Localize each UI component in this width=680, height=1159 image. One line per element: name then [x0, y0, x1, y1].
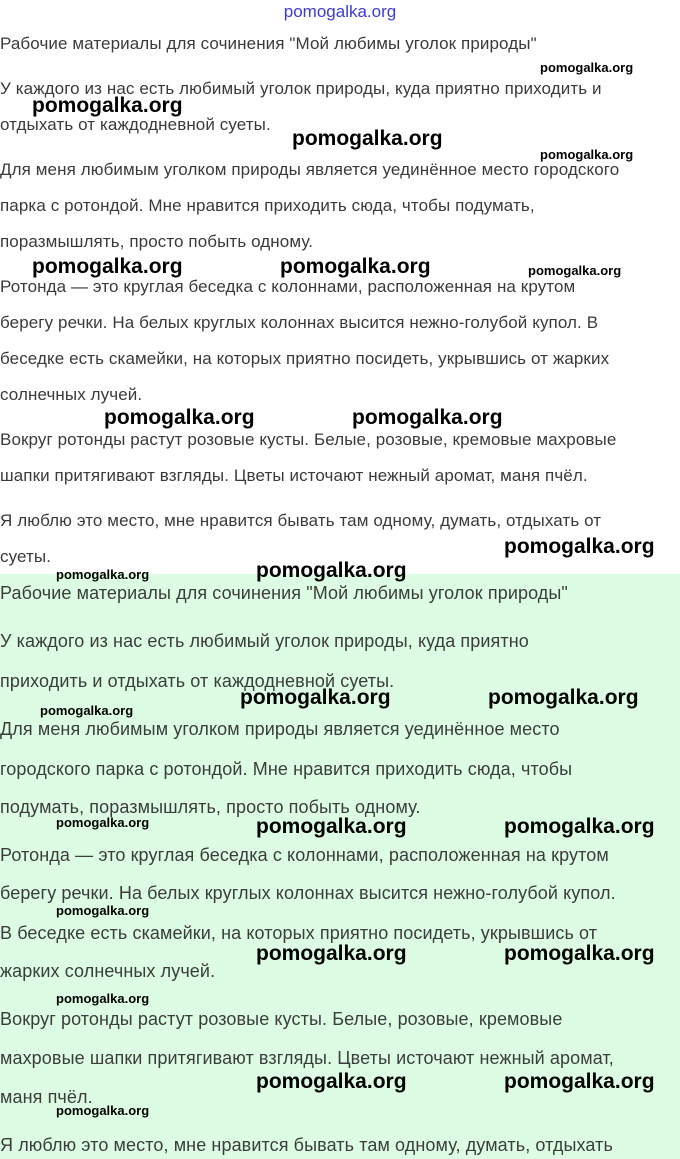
watermark: pomogalka.org	[104, 406, 255, 429]
essay-line: суеты.	[0, 547, 52, 566]
essay-line: У каждого из нас есть любимый уголок природы, куда приятно	[0, 631, 529, 651]
watermark: pomogalka.org	[56, 991, 150, 1006]
watermark: pomogalka.org	[32, 255, 183, 278]
watermark: pomogalka.org	[528, 263, 622, 278]
watermark: pomogalka.org	[240, 686, 391, 709]
essay-line: Для меня любимым уголком природы является уединённое место городского	[0, 160, 620, 179]
essay-line: городского парка с ротондой. Мне нравится приходить сюда, чтобы	[0, 759, 573, 779]
essay-line: берегу речки. На белых круглых колоннах высится нежно-голубой купол.	[0, 883, 616, 903]
watermark: pomogalka.org	[352, 406, 503, 429]
essay-line: приходить и отдыхать от каждодневной суеты.	[0, 671, 395, 691]
essay-line: Для меня любимым уголком природы является уединённое место	[0, 719, 560, 739]
watermark: pomogalka.org	[56, 815, 150, 830]
watermark: pomogalka.org	[56, 1103, 150, 1118]
essay-line: В беседке есть скамейки, на которых приятно посидеть, укрывшись от	[0, 923, 598, 943]
watermark: pomogalka.org	[256, 1070, 407, 1093]
essay-line: махровые шапки притягивают взгляды. Цветы источают нежный аромат,	[0, 1048, 614, 1068]
watermark: pomogalka.org	[256, 815, 407, 838]
essay-line: парка с ротондой. Мне нравится приходить сюда, чтобы подумать,	[0, 196, 535, 215]
watermark: pomogalka.org	[256, 559, 407, 582]
watermark: pomogalka.org	[540, 60, 634, 75]
essay-line: Ротонда — это круглая беседка с колоннами, расположенная на крутом	[0, 277, 576, 296]
essay-line: Вокруг ротонды растут розовые кусты. Белые, розовые, кремовые	[0, 1009, 563, 1029]
essay-line: У каждого из нас есть любимый уголок природы, куда приятно приходить и	[0, 79, 602, 98]
essay-line: беседке есть скамейки, на которых приятно посидеть, укрывшись от жарких	[0, 349, 610, 368]
watermark: pomogalka.org	[540, 147, 634, 162]
essay-line: Я люблю это место, мне нравится бывать там одному, думать, отдыхать от	[0, 511, 602, 530]
essay-line: жарких солнечных лучей.	[0, 961, 216, 981]
essay-title: Рабочие материалы для сочинения "Мой любимы уголок природы"	[0, 583, 568, 603]
essay-line: берегу речки. На белых круглых колоннах высится нежно-голубой купол. В	[0, 313, 599, 332]
essay-section-plain	[0, 0, 680, 574]
watermark: pomogalka.org	[280, 255, 431, 278]
essay-line: подумать, поразмышлять, просто побыть одному.	[0, 797, 421, 817]
essay-title: Рабочие материалы для сочинения "Мой любимы уголок природы"	[0, 34, 537, 53]
watermark: pomogalka.org	[40, 703, 134, 718]
essay-line: маня пчёл.	[0, 1087, 93, 1107]
essay-line: солнечных лучей.	[0, 385, 143, 404]
watermark: pomogalka.org	[292, 127, 443, 150]
essay-line: Я люблю это место, мне нравится бывать там одному, думать, отдыхать	[0, 1135, 613, 1155]
watermark: pomogalka.org	[256, 942, 407, 965]
essay-line: Вокруг ротонды растут розовые кусты. Белые, розовые, кремовые махровые	[0, 430, 617, 449]
watermark: pomogalka.org	[32, 94, 183, 117]
watermark: pomogalka.org	[504, 1070, 655, 1093]
essay-line: Ротонда — это круглая беседка с колоннами, расположенная на крутом	[0, 845, 609, 865]
essay-line: отдыхать от каждодневной суеты.	[0, 115, 271, 134]
watermark: pomogalka.org	[56, 567, 150, 582]
watermark: pomogalka.org	[504, 942, 655, 965]
watermark: pomogalka.org	[504, 815, 655, 838]
watermark: pomogalka.org	[504, 535, 655, 558]
essay-line: шапки притягивают взгляды. Цветы источают нежный аромат, маня пчёл.	[0, 466, 588, 485]
watermark: pomogalka.org	[488, 686, 639, 709]
essay-line: поразмышлять, просто побыть одному.	[0, 232, 314, 251]
site-link[interactable]: pomogalka.org	[283, 2, 397, 21]
watermark: pomogalka.org	[56, 903, 150, 918]
